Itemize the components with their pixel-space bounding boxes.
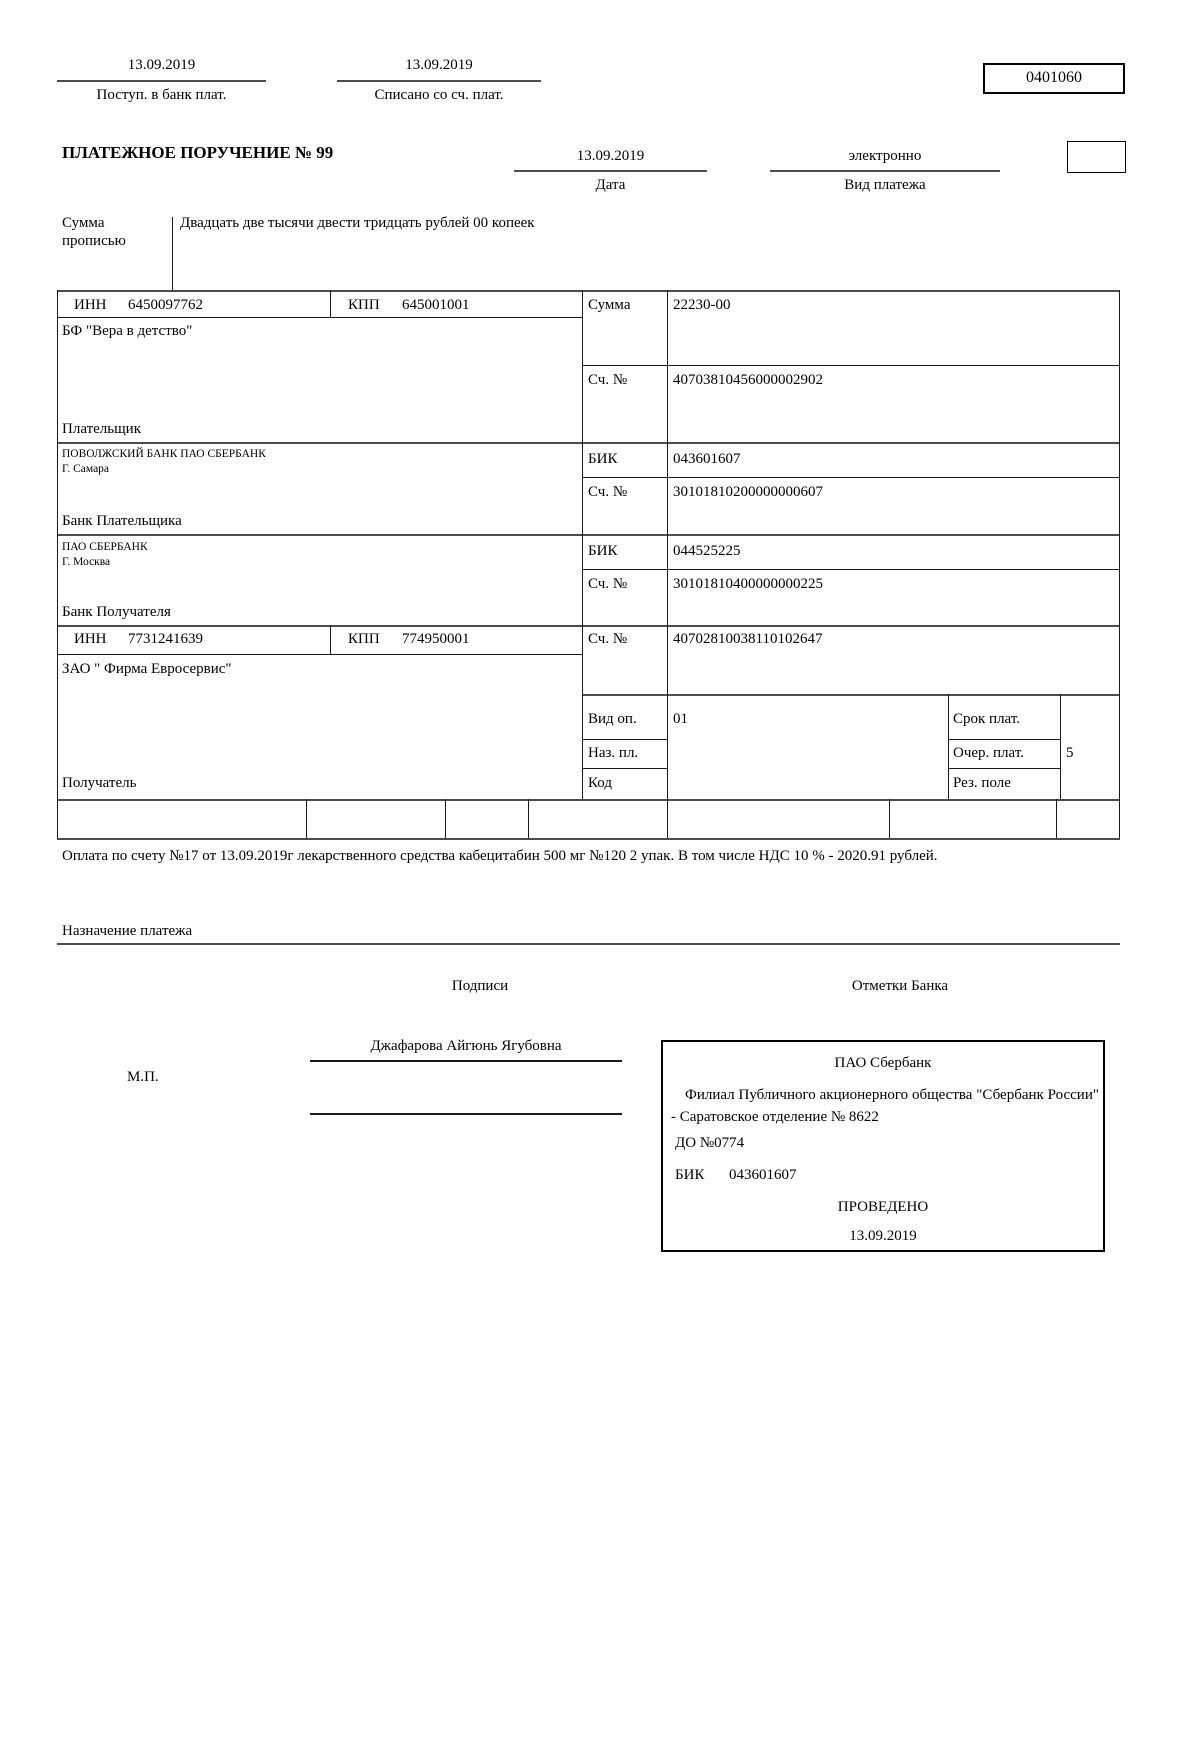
payee-account-value: 40702810038110102647 bbox=[673, 631, 823, 647]
amount-words-value: Двадцать две тысячи двести тридцать рублей 00 копеек bbox=[180, 215, 535, 231]
form-code-box bbox=[983, 63, 1125, 94]
amount-words-divider bbox=[172, 217, 173, 290]
priority-cell-border bbox=[948, 768, 1060, 769]
priority-value: 5 bbox=[1066, 745, 1074, 761]
amount-words-label: Сумма прописью bbox=[62, 215, 126, 249]
right-labels-right-border bbox=[1060, 694, 1061, 799]
amount-cell-border bbox=[582, 365, 1120, 366]
payment-purpose-label: Назначение платежа bbox=[62, 923, 193, 939]
payee-inn-value: 7731241639 bbox=[128, 631, 203, 647]
payer-inn-label: ИНН bbox=[74, 297, 107, 313]
stamp-date: 13.09.2019 bbox=[849, 1228, 917, 1244]
payer-bank-account-label: Сч. № bbox=[588, 484, 628, 500]
payee-kpp-label: КПП bbox=[348, 631, 380, 647]
reserve-field-label: Рез. поле bbox=[953, 775, 1011, 791]
table-right-border bbox=[1119, 290, 1120, 838]
payee-inn-label: ИНН bbox=[74, 631, 107, 647]
pay-purpose-row-border bbox=[582, 768, 667, 769]
bank-stamp-box bbox=[661, 1040, 1105, 1252]
payee-bank-account-value: 30101810400000000225 bbox=[673, 576, 823, 592]
table-left-border bbox=[57, 290, 58, 838]
received-date-value: 13.09.2019 bbox=[127, 57, 196, 73]
payee-bank-section-label: Банк Получателя bbox=[62, 604, 171, 620]
empty-row-divider-2 bbox=[445, 799, 446, 838]
debited-date-value: 13.09.2019 bbox=[405, 57, 473, 73]
empty-row-divider-6 bbox=[1056, 799, 1057, 838]
status-code-box bbox=[1067, 141, 1126, 173]
doc-date-value: 13.09.2019 bbox=[576, 148, 645, 164]
payee-section-label: Получатель bbox=[62, 775, 137, 791]
empty-row-divider-3 bbox=[528, 799, 529, 838]
doc-date-label: Дата bbox=[595, 177, 626, 193]
payee-name: ЗАО " Фирма Евросервис" bbox=[62, 661, 232, 677]
payee-account-label: Сч. № bbox=[588, 631, 628, 647]
payment-purpose-text: Оплата по счету №17 от 13.09.2019г лекарственного средства кабецитабин 500 мг №120 2 упак. В том числе НДС 10 % - 2020.91 рублей. bbox=[62, 848, 938, 864]
stamp-status: ПРОВЕДЕНО bbox=[837, 1199, 929, 1215]
payee-inn-kpp-divider bbox=[330, 625, 331, 654]
payeebank-block-border bbox=[57, 625, 1120, 627]
payee-bank-bik-value: 044525225 bbox=[673, 543, 741, 559]
payee-inn-row-border bbox=[57, 654, 582, 655]
payer-kpp-value: 645001001 bbox=[402, 297, 470, 313]
payer-bank-name: ПОВОЛЖСКИЙ БАНК ПАО СБЕРБАНК bbox=[62, 448, 266, 460]
payer-inn-row-border bbox=[57, 317, 582, 318]
payer-account-value: 40703810456000002902 bbox=[673, 372, 823, 388]
code-label: Код bbox=[588, 775, 612, 791]
payerbank-block-border bbox=[57, 534, 1120, 536]
amount-value: 22230-00 bbox=[673, 297, 731, 313]
payer-bank-bik-label: БИК bbox=[588, 451, 618, 467]
received-date-underline bbox=[57, 80, 266, 82]
payerbank-bik-border bbox=[582, 477, 1120, 478]
signatures-title: Подписи bbox=[451, 978, 509, 994]
amount-label: Сумма bbox=[588, 297, 631, 313]
stamp-branch-text: Филиал Публичного акционерного общества "Сбербанк России" - Саратовское отделение № 8622 bbox=[671, 1087, 1099, 1125]
payment-type-label: Вид платежа bbox=[844, 177, 926, 193]
payer-bank-account-value: 30101810200000000607 bbox=[673, 484, 823, 500]
payer-account-label: Сч. № bbox=[588, 372, 628, 388]
table-top-border bbox=[57, 290, 1120, 292]
stamp-office: ДО №0774 bbox=[675, 1135, 745, 1151]
payer-kpp-label: КПП bbox=[348, 297, 380, 313]
payment-type-underline bbox=[770, 170, 1000, 172]
debited-date-underline bbox=[337, 80, 541, 82]
debited-date-label: Списано со сч. плат. bbox=[374, 87, 504, 103]
op-type-row-border bbox=[582, 739, 667, 740]
priority-label: Очер. плат. bbox=[953, 745, 1024, 761]
payer-inn-kpp-divider bbox=[330, 290, 331, 317]
payer-inn-value: 6450097762 bbox=[128, 297, 203, 313]
stamp-bik-value: 043601607 bbox=[729, 1167, 797, 1183]
payment-purpose-underline bbox=[57, 943, 1120, 945]
signatory-name: Джафарова Айгюнь Ягубовна bbox=[370, 1038, 562, 1054]
label-column-left-border bbox=[582, 290, 583, 799]
form-code: 0401060 bbox=[1026, 69, 1082, 86]
table-bottom-border bbox=[57, 838, 1120, 840]
payer-bank-city: Г. Самара bbox=[62, 463, 110, 475]
payer-bank-section-label: Банк Плательщика bbox=[62, 513, 182, 529]
payee-bank-bik-label: БИК bbox=[588, 543, 618, 559]
payer-block-border bbox=[57, 442, 1120, 444]
signature-line-1 bbox=[310, 1060, 622, 1062]
stamp-bank-name: ПАО Сбербанк bbox=[834, 1055, 932, 1071]
table-main-bottom-border bbox=[57, 799, 1120, 801]
document-title: ПЛАТЕЖНОЕ ПОРУЧЕНИЕ № 99 bbox=[62, 143, 334, 162]
payeebank-bik-border bbox=[582, 569, 1120, 570]
pay-purpose-code-label: Наз. пл. bbox=[588, 745, 639, 761]
stamp-bik-label: БИК bbox=[675, 1167, 705, 1183]
received-date-label: Поступ. в банк плат. bbox=[96, 87, 227, 103]
payer-bank-bik-value: 043601607 bbox=[673, 451, 741, 467]
op-type-value: 01 bbox=[673, 711, 688, 727]
op-rows-top-border bbox=[582, 694, 1120, 696]
payer-name: БФ "Вера в детство" bbox=[62, 323, 193, 339]
due-cell-border bbox=[948, 739, 1060, 740]
payee-bank-account-label: Сч. № bbox=[588, 576, 628, 592]
bank-marks-title: Отметки Банка bbox=[851, 978, 949, 994]
empty-row-divider-1 bbox=[306, 799, 307, 838]
payee-bank-city: Г. Москва bbox=[62, 556, 111, 568]
label-column-right-border bbox=[667, 290, 668, 799]
payee-bank-name: ПАО СБЕРБАНК bbox=[62, 541, 148, 553]
empty-row-divider-5 bbox=[889, 799, 890, 838]
due-date-label: Срок плат. bbox=[953, 711, 1021, 727]
op-type-label: Вид оп. bbox=[588, 711, 637, 727]
doc-date-underline bbox=[514, 170, 707, 172]
payee-kpp-value: 774950001 bbox=[402, 631, 470, 647]
signature-line-2 bbox=[310, 1113, 622, 1115]
empty-row-divider-4 bbox=[667, 799, 668, 838]
payer-section-label: Плательщик bbox=[62, 421, 141, 437]
payment-type-value: электронно bbox=[848, 148, 922, 164]
right-labels-left-border bbox=[948, 694, 949, 799]
stamp-place-label: М.П. bbox=[127, 1069, 159, 1085]
